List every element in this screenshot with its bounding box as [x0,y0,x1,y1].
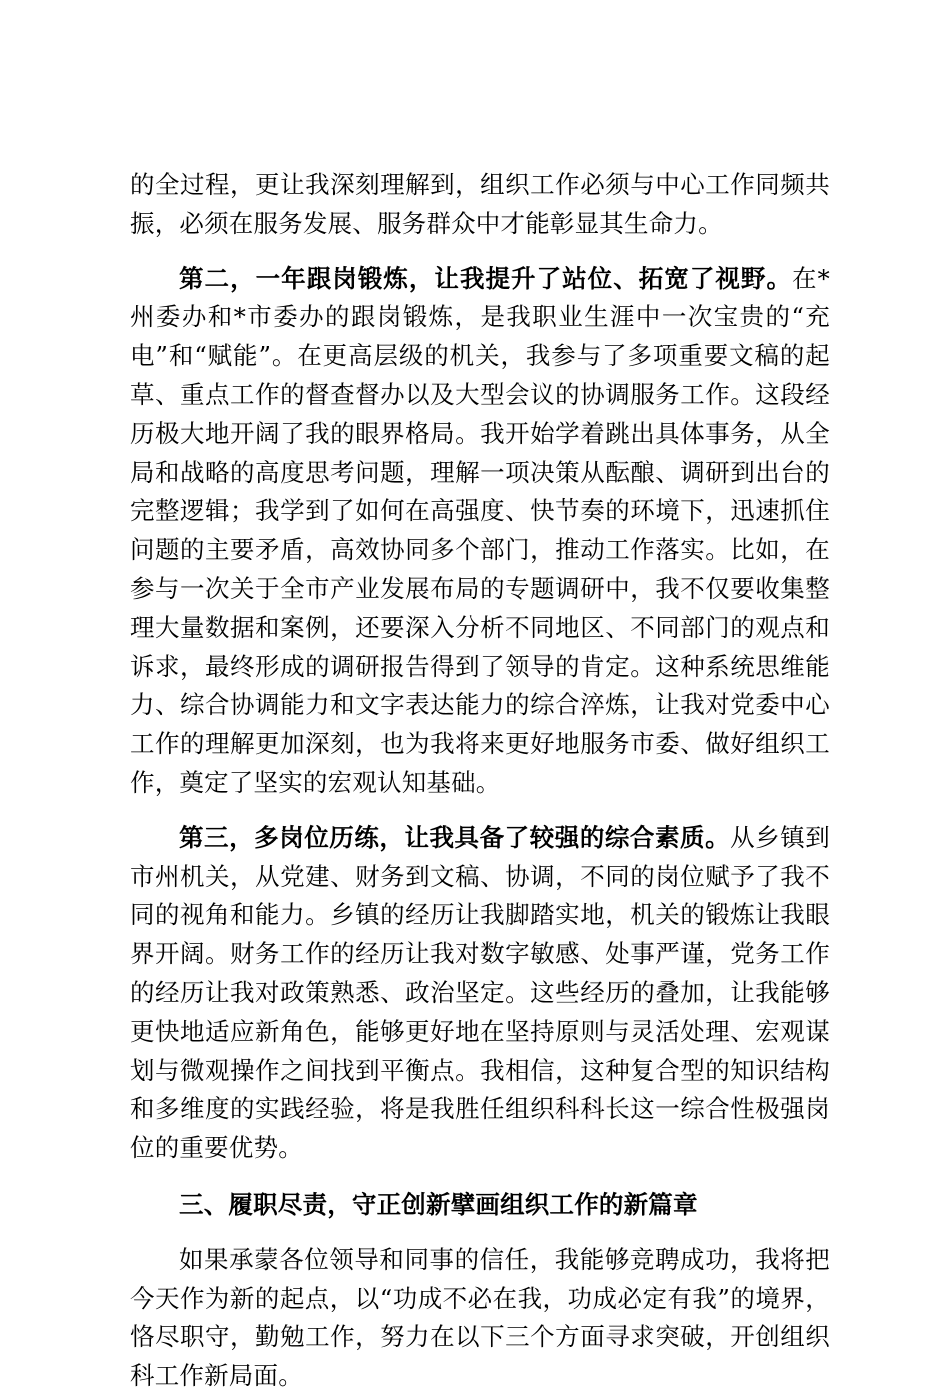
paragraph-third-point [130,819,830,1168]
paragraph-lead-sentence: 第三，多岗位历练，让我具备了较强的综合素质。 [179,822,731,852]
paragraph-commitment: 如果承蒙各位领导和同事的信任，我能够竞聘成功，我将把今天作为新的起点，以“功成不必在我，功成必定有我”的境界，恪尽职守，勤勉工作，努力在以下三个方面寻求突破，开创组织科工作新局面。 [130,1244,830,1391]
paragraph-body: 从乡镇到市州机关，从党建、财务到文稿、协调，不同的岗位赋予了我不同的视角和能力。乡镇的经历让我脚踏实地，机关的锻炼让我眼界开阔。财务工作的经历让我对数字敏感、处事严谨，党务工作的经历让我对政策熟悉、政治坚定。这些经历的叠加，让我能够更快地适应新角色，能够更好地在坚持原则与灵活处理、宏观谋划与微观操作之间找到平衡点。我相信，这种复合型的知识结构和多维度的实践经验，将是我胜任组织科科长这一综合性极强岗位的重要优势。 [130,822,830,1163]
section-heading: 三、履职尽责，守正创新擘画组织工作的新篇章 [179,1189,698,1219]
paragraph-second-point [130,260,830,803]
paragraph-body: 在*州委办和*市委办的跟岗锻炼，是我职业生涯中一次宝贵的“充电”和“赋能”。在更高层级的机关，我参与了多项重要文稿的起草、重点工作的督查督办以及大型会议的协调服务工作。这段经历极大地开阔了我的眼界格局。我开始学着跳出具体事务，从全局和战略的高度思考问题，理解一项决策从酝酿、调研到出台的完整逻辑；我学到了如何在高强度、快节奏的环境下，迅速抓住问题的主要矛盾，高效协同多个部门，推动工作落实。比如，在参与一次关于全市产业发展布局的专题调研中，我不仅要收集整理大量数据和案例，还要深入分析不同地区、不同部门的观点和诉求，最终形成的调研报告得到了领导的肯定。这种系统思维能力、综合协调能力和文字表达能力的综合淬炼，让我对党委中心工作的理解更加深刻，也为我将来更好地服务市委、做好组织工作，奠定了坚实的宏观认知基础。 [130,263,830,797]
document-page [130,166,830,1396]
paragraph-continuation: 的全过程，更让我深刻理解到，组织工作必须与中心工作同频共振，必须在服务发展、服务群众中才能彰显其生命力。 [130,170,830,238]
paragraph-lead-sentence: 第二，一年跟岗锻炼，让我提升了站位、拓宽了视野。 [179,263,792,293]
